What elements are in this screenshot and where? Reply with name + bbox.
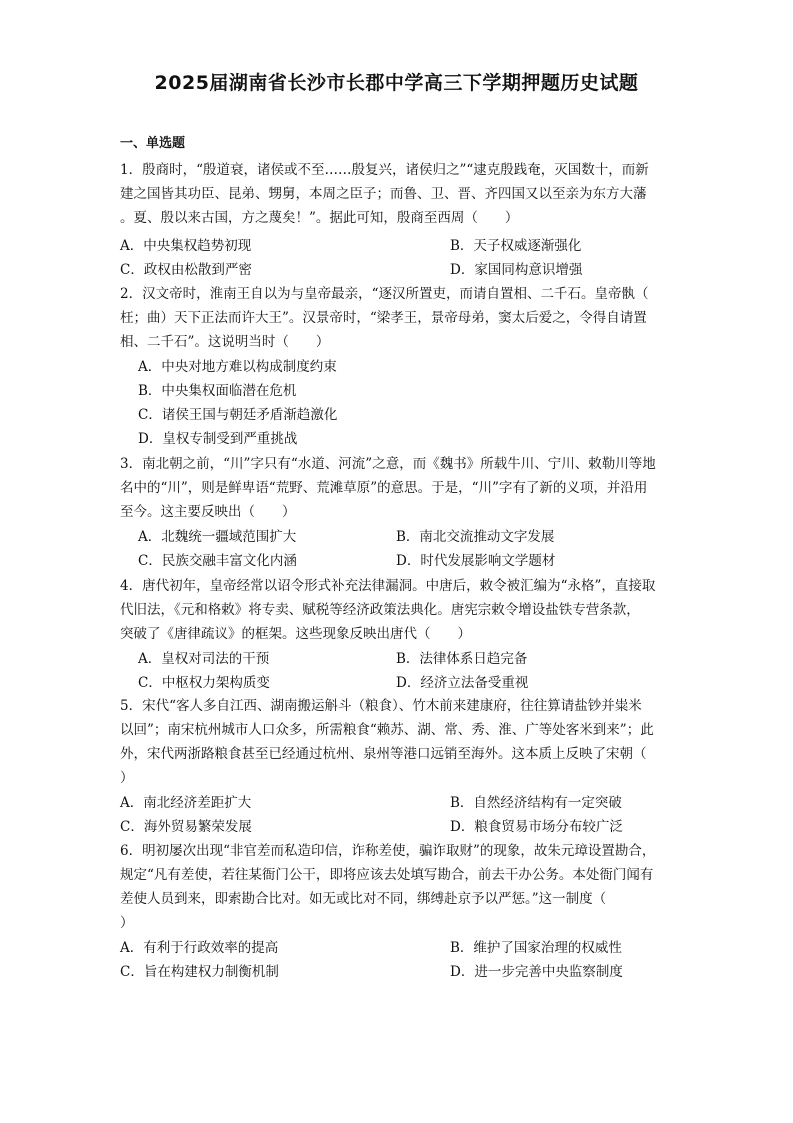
option-b: B．中央集权面临潜在危机 [138,383,297,399]
question-line: 5．宋代“客人多自江西、湖南搬运斛斗（粮食）、竹木前来建康府，往往算请盐钞并粜米 [120,698,642,714]
question-line: ） [120,770,134,786]
question-6 [120,839,672,935]
question-line: 4．唐代初年，皇帝经常以诏令形式补充法律漏洞。中唐后，敕令被汇编为“永格”，直接取 [120,578,656,594]
option-c: C．诸侯王国与朝廷矛盾渐趋激化 [138,407,338,423]
option-b: B．天子权威逐渐强化 [450,238,582,254]
option-c: C．海外贸易繁荣发展 [120,819,252,835]
option-a: A．中央对地方难以构成制度约束 [138,359,337,375]
question-line: 3．南北朝之前，“川”字只有“水道、河流”之意，而《魏书》所载牛川、宁川、敕勒川等地 [120,456,656,472]
question-line: 2．汉文帝时，淮南王自以为与皇帝最亲，“逐汉所置吏，而请自置相、二千石。皇帝骫（ [120,286,649,302]
question-5 [120,694,672,790]
question-line: 突破了《唐律疏议》的框架。这些现象反映出唐代（ ） [120,626,471,642]
option-c: C．民族交融丰富文化内涵 [138,553,297,569]
question-line: 枉；曲）天下正法而许大王”。汉景帝时，“梁孝王，景帝母弟，窦太后爱之，令得自请置 [120,310,647,326]
question-line: ） [120,915,134,931]
question-line: 以回”；南宋杭州城市人口众多，所需粮食“赖苏、湖、常、秀、淮、广等处客米到来”；此 [120,722,654,738]
option-b: B．维护了国家治理的权威性 [450,940,622,956]
option-c: C．政权由松散到严密 [120,262,252,278]
option-a: A．南北经济差距扩大 [120,795,252,811]
option-c: C．旨在构建权力制衡机制 [120,964,279,980]
question-line: 名中的“川”，则是鲜卑语“荒野、荒滩草原”的意思。于是，“川”字有了新的义项，并沿用 [120,480,648,496]
option-d: D．进一步完善中央监察制度 [450,964,623,980]
option-b: B．法律体系日趋完备 [396,651,528,667]
option-d: D．经济立法备受重视 [396,675,529,691]
question-line: 代旧法，《元和格敕》将专卖、赋税等经济政策法典化。唐宪宗敕令增设盐铁专营条款， [120,602,640,618]
option-b: B．南北交流推动文字发展 [396,529,555,545]
option-a: A．中央集权趋势初现 [120,238,252,254]
question-line: 规定“凡有差使，若往某衙门公干，即将应该去处填写勘合，前去干办公务。本处衙门闻有 [120,867,654,883]
question-line: 外，宋代两浙路粮食甚至已经通过杭州、泉州等港口远销至海外。这本质上反映了宋朝（ [120,746,647,762]
question-line: 差使人员到来，即索勘合比对。如无或比对不同，绑缚赴京予以严惩。”这一制度（ [120,891,607,907]
question-line: 6．明初屡次出现“非官差而私造印信，诈称差使，骗诈取财”的现象，故朱元璋设置勘合， [120,843,656,859]
question-2 [120,282,672,354]
option-b: B．自然经济结构有一定突破 [450,795,622,811]
option-a: A．皇权对司法的干预 [138,651,270,667]
option-a: A．有利于行政效率的提高 [120,940,279,956]
option-d: D．皇权专制受到严重挑战 [138,431,298,447]
option-c: C．中枢权力架构质变 [138,675,270,691]
question-line: 建之国皆其功臣、昆弟、甥舅，本周之臣子；而鲁、卫、晋、齐四国又以至亲为东方大藩 [120,186,647,202]
question-1 [120,158,672,230]
option-d: D．家国同构意识增强 [450,262,583,278]
question-line: 相、二千石”。这说明当时（ ） [120,334,330,350]
question-line: 至今。这主要反映出（ ） [120,504,296,520]
option-a: A．北魏统一疆域范围扩大 [138,529,297,545]
option-d: D．粮食贸易市场分布较广泛 [450,819,623,835]
exam-title: 2025届湖南省长沙市长郡中学高三下学期押题历史试题 [154,72,639,94]
question-3 [120,452,672,524]
option-d: D．时代发展影响文学题材 [396,553,556,569]
question-line: 。夏、殷以来古国，方之蔑矣！”。据此可知，殷商至西周（ ） [120,210,519,226]
section-heading: 一、单选题 [120,136,186,151]
question-4 [120,574,672,646]
question-line: 1．殷商时，“殷道衰，诸侯或不至……殷复兴，诸侯归之”“逮克殷践奄，灭国数十，而新 [120,162,649,178]
